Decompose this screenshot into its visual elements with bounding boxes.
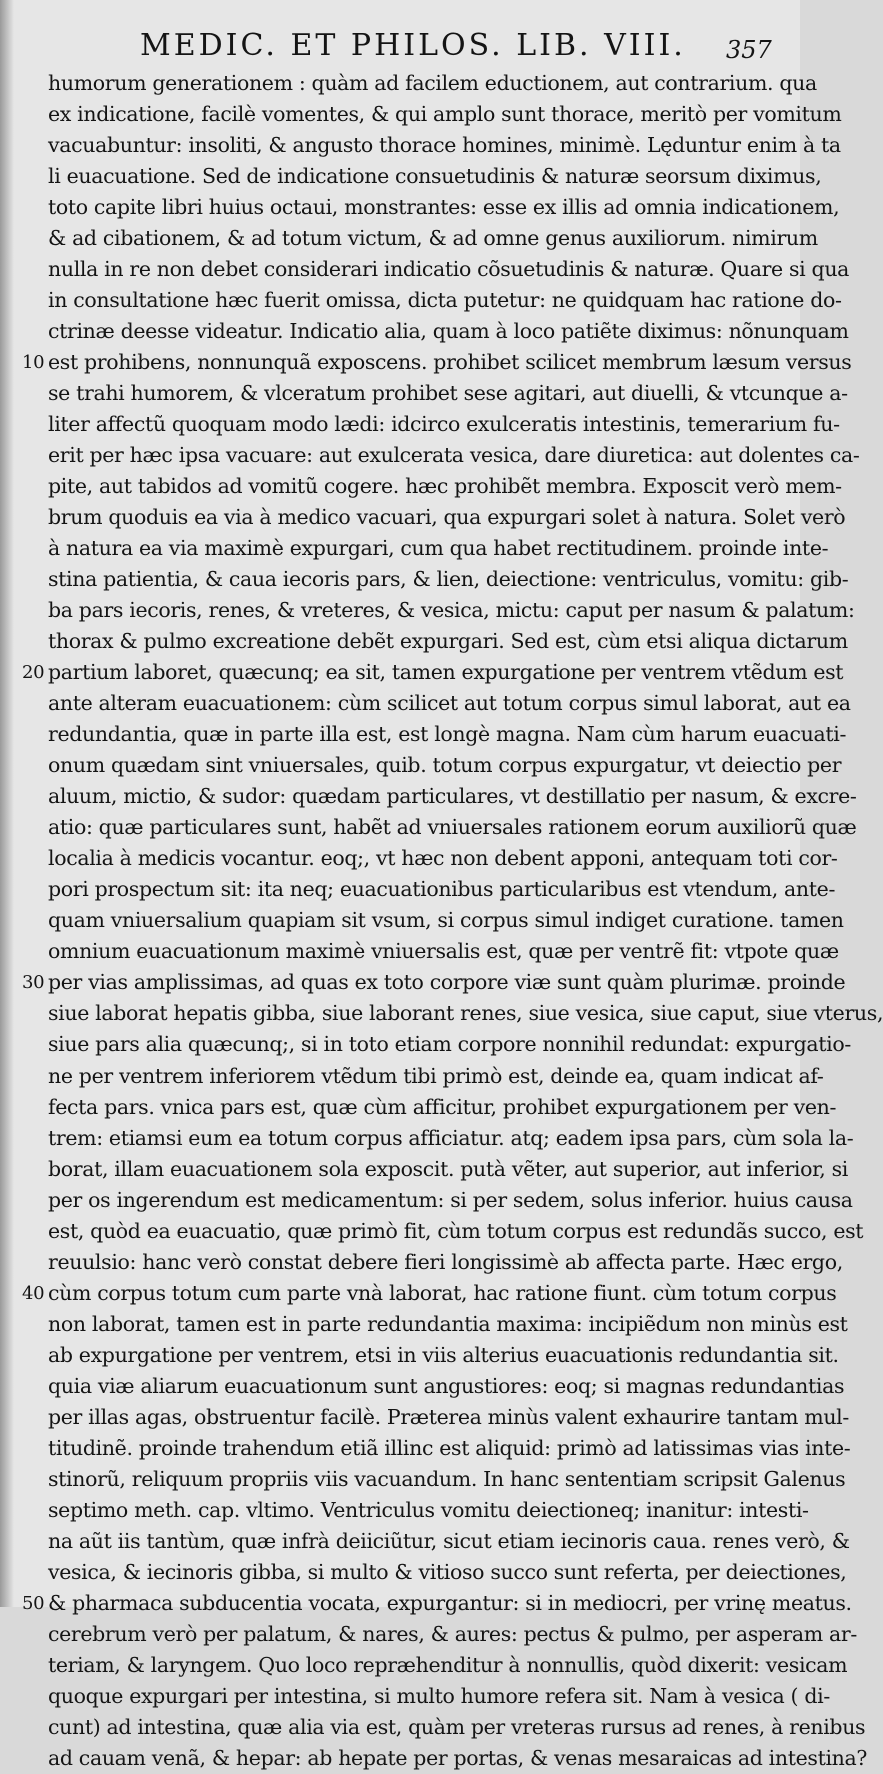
line-text: cerebrum verò per palatum, & nares, & aures: pectus & pulmo, per asperam ar- — [48, 1621, 857, 1646]
line-text: ba pars iecoris, renes, & vreteres, & vesica, mictu: caput per nasum & palatum: — [48, 598, 855, 623]
line-text: siue pars alia quæcunq;, si in toto etiam corpore nonnihil redundat: expurgatio- — [48, 1032, 851, 1057]
text-line — [48, 99, 842, 130]
text-line — [48, 254, 850, 285]
line-text: septimo meth. cap. vltimo. Ventriculus vomitu deiectioneq; inanitur: intesti- — [48, 1497, 809, 1522]
line-text: se trahi humorem, & vlceratum prohibet sese agitari, aut diuelli, & vtcunque a- — [48, 381, 848, 406]
text-line — [48, 1092, 837, 1123]
text-line — [48, 1495, 809, 1526]
text-line — [48, 1557, 847, 1588]
text-line — [48, 1340, 839, 1371]
text-line — [48, 781, 857, 812]
text-line — [48, 750, 842, 781]
text-line — [48, 1185, 853, 1216]
text-line — [48, 471, 842, 502]
line-text: siue laborat hepatis gibba, siue laborant renes, siue vesica, siue caput, siue vterus, — [48, 1001, 883, 1026]
text-line — [48, 1681, 830, 1712]
text-line — [48, 316, 849, 347]
line-text: ab expurgatione per ventrem, etsi in viis alterius euacuationis redundantia sit. — [48, 1342, 839, 1367]
text-line — [48, 1712, 866, 1743]
line-text: in consultatione hæc fuerit omissa, dicta putetur: ne quidquam hac ratione do- — [48, 288, 842, 313]
line-text: thorax & pulmo excreatione debẽt expurgari. Sed est, cùm etsi aliqua dictarum — [48, 629, 848, 654]
line-text: cùm corpus totum cum parte vnà laborat, hac ratione fiunt. cùm totum corpus — [48, 1280, 837, 1305]
text-line — [48, 1743, 868, 1774]
text-line — [48, 874, 836, 905]
line-text: brum quoduis ea via à medico vacuari, qua expurgari solet à natura. Solet verò — [48, 505, 846, 530]
line-text: ne per ventrem inferiorem vtẽdum tibi primò est, deinde ea, quam indicat af- — [48, 1063, 824, 1088]
text-line — [48, 719, 847, 750]
text-line — [48, 564, 849, 595]
text-line — [48, 843, 838, 874]
body-text — [22, 68, 883, 1774]
line-text: ctrinæ deesse videatur. Indicatio alia, quam à loco patiẽte diximus: nõnunquam — [48, 319, 849, 344]
text-line — [48, 936, 839, 967]
line-text: stinorũ, reliquum propriis viis vacuandum. In hanc sententiam scripsit Galenus — [48, 1466, 846, 1491]
text-line — [48, 161, 822, 192]
text-line — [48, 1061, 824, 1092]
line-text: partium laboret, quæcunq; ea sit, tamen expurgatione per ventrem vtẽdum est — [48, 660, 844, 685]
line-text: erit per hæc ipsa vacuare: aut exulcerata vesica, dare diuretica: aut dolentes ca- — [48, 443, 860, 468]
text-line — [22, 967, 846, 998]
line-text: ante alteram euacuationem: cùm scilicet aut totum corpus simul laborat, aut ea — [48, 691, 851, 716]
line-text: ex indicatione, facilè vomentes, & qui amplo sunt thorace, meritò per vomitum — [48, 102, 842, 127]
line-text: trem: etiamsi eum ea totum corpus afficiatur. atq; eadem ipsa pars, cùm sola la- — [48, 1125, 854, 1150]
text-line — [48, 1154, 848, 1185]
text-line — [48, 1371, 845, 1402]
text-line — [48, 130, 841, 161]
line-text: teriam, & laryngem. Quo loco repræhenditur à nonnullis, quòd dixerit: vesicam — [48, 1652, 848, 1677]
line-text: quam vniuersalium quapiam sit vsum, si corpus simul indiget curatione. tamen — [48, 908, 844, 933]
line-text: fecta pars. vnica pars est, quæ cùm afficitur, prohibet expurgationem per ven- — [48, 1094, 837, 1119]
line-text: & ad cibationem, & ad totum victum, & ad omne genus auxiliorum. nimirum — [48, 226, 818, 251]
text-line — [22, 1588, 852, 1619]
line-text: per illas agas, obstruentur facilè. Præterea minùs valent exhaurire tantam mul- — [48, 1404, 849, 1429]
text-line — [48, 1123, 854, 1154]
line-text: localia à medicis vocantur. eoq;, vt hæc non debent apponi, antequam toti cor- — [48, 846, 838, 871]
text-line — [48, 440, 860, 471]
line-number: 10 — [22, 352, 45, 374]
line-text: non laborat, tamen est in parte redundantia maxima: incipiẽdum non minùs est — [48, 1311, 848, 1336]
line-text: li euacuatione. Sed de indicatione consuetudinis & naturæ seorsum diximus, — [48, 164, 822, 189]
text-line — [48, 812, 857, 843]
text-line — [48, 285, 842, 316]
line-number: 20 — [22, 662, 45, 684]
line-text: cunt) ad intestina, quæ alia via est, quàm per vreteras rursus ad renes, à renibus — [48, 1714, 866, 1739]
line-text: toto capite libri huius octaui, monstrantes: esse ex illis ad omnia indicationem, — [48, 195, 840, 220]
line-text: pite, aut tabidos ad vomitũ cogere. hæc prohibẽt membra. Exposcit verò mem- — [48, 474, 842, 499]
text-line — [48, 688, 851, 719]
line-text: à natura ea via maximè expurgari, cum qua habet rectitudinem. proinde inte- — [48, 536, 829, 561]
text-line — [48, 1402, 849, 1433]
line-text: nulla in re non debet considerari indicatio cõsuetudinis & naturæ. Quare si qua — [48, 257, 850, 282]
line-text: est prohibens, nonnunquã exposcens. prohibet scilicet membrum læsum versus — [48, 350, 852, 375]
line-text: redundantia, quæ in parte illa est, est longè magna. Nam cùm harum euacuati- — [48, 722, 847, 747]
page-binding-shadow — [0, 0, 14, 1607]
line-text: vacuabuntur: insoliti, & angusto thorace homines, minimè. Lęduntur enim à ta — [48, 133, 841, 158]
line-text: liter affectũ quoquam modo lædi: idcirco exulceratis intestinis, temerarium fu- — [48, 412, 840, 437]
text-line — [48, 1309, 848, 1340]
text-line — [48, 595, 855, 626]
line-text: est, quòd ea euacuatio, quæ primò fit, cùm totum corpus est redundãs succo, est — [48, 1218, 864, 1243]
text-line — [48, 1216, 864, 1247]
text-line — [48, 1433, 851, 1464]
text-line — [48, 998, 883, 1029]
text-line — [22, 1278, 837, 1309]
text-line — [48, 502, 846, 533]
line-text: omnium euacuationum maximè vniuersalis est, quæ per ventrẽ fit: vtpote quæ — [48, 939, 839, 964]
line-text: vesica, & iecinoris gibba, si multo & vitioso succo sunt referta, per deiectiones, — [48, 1559, 847, 1584]
line-text: quia viæ aliarum euacuationum sunt angustiores: eoq; si magnas redundantias — [48, 1373, 845, 1398]
text-line — [48, 192, 840, 223]
line-text: pori prospectum sit: ita neq; euacuationibus particularibus est vtendum, ante- — [48, 877, 836, 902]
text-line — [48, 1029, 851, 1060]
line-text: per os ingerendum est medicamentum: si per sedem, solus inferior. huius causa — [48, 1187, 853, 1212]
text-line — [48, 409, 840, 440]
text-line — [48, 905, 844, 936]
line-text: humorum generationem : quàm ad facilem eductionem, aut contrarium. qua — [48, 71, 817, 95]
line-text: reuulsio: hanc verò constat debere fieri longissimè ab affecta parte. Hæc ergo, — [48, 1249, 843, 1274]
line-text: titudinẽ. proinde trahendum etiã illinc est aliquid: primò ad latissimas vias inte- — [48, 1435, 851, 1460]
line-text: atio: quæ particulares sunt, habẽt ad vniuersales rationem eorum auxiliorũ quæ — [48, 815, 857, 840]
text-line — [48, 1464, 846, 1495]
text-line — [48, 378, 848, 409]
line-text: stina patientia, & caua iecoris pars, & lien, deiectione: ventriculus, vomitu: gib- — [48, 567, 849, 592]
text-line — [22, 657, 844, 688]
text-line — [48, 1650, 848, 1681]
text-line — [48, 1526, 850, 1557]
text-line — [48, 1247, 843, 1278]
line-number: 50 — [22, 1592, 45, 1614]
line-text: na aũt iis tantùm, quæ infrà deiiciũtur, sicut etiam iecinoris caua. renes verò, & — [48, 1528, 850, 1553]
line-text: aluum, mictio, & sudor: quædam particulares, vt destillatio per nasum, & excre- — [48, 784, 857, 809]
page-number: 357 — [726, 36, 772, 64]
text-line — [48, 1619, 857, 1650]
line-text: quoque expurgari per intestina, si multo humore refera sit. Nam à vesica ( di- — [48, 1683, 830, 1708]
text-line — [22, 347, 852, 378]
line-number: 30 — [22, 972, 45, 994]
line-number: 40 — [22, 1282, 45, 1304]
page-header — [0, 8, 800, 62]
text-line — [48, 68, 817, 99]
line-text: onum quædam sint vniuersales, quib. totum corpus expurgatur, vt deiectio per — [48, 753, 842, 778]
line-text: borat, illam euacuationem sola exposcit. putà vẽter, aut superior, aut inferior, si — [48, 1156, 848, 1181]
line-text: ad cauam venã, & hepar: ab hepate per portas, & venas mesaraicas ad intestina? — [48, 1745, 868, 1770]
line-text: & pharmaca subducentia vocata, expurgantur: si in mediocri, per vrinę meatus. — [48, 1590, 852, 1615]
text-line — [48, 533, 829, 564]
line-text: per vias amplissimas, ad quas ex toto corpore viæ sunt quàm plurimæ. proinde — [48, 970, 846, 995]
text-line — [48, 626, 848, 657]
text-line — [48, 223, 818, 254]
running-title: MEDIC. ET PHILOS. LIB. VIII. — [140, 28, 686, 63]
